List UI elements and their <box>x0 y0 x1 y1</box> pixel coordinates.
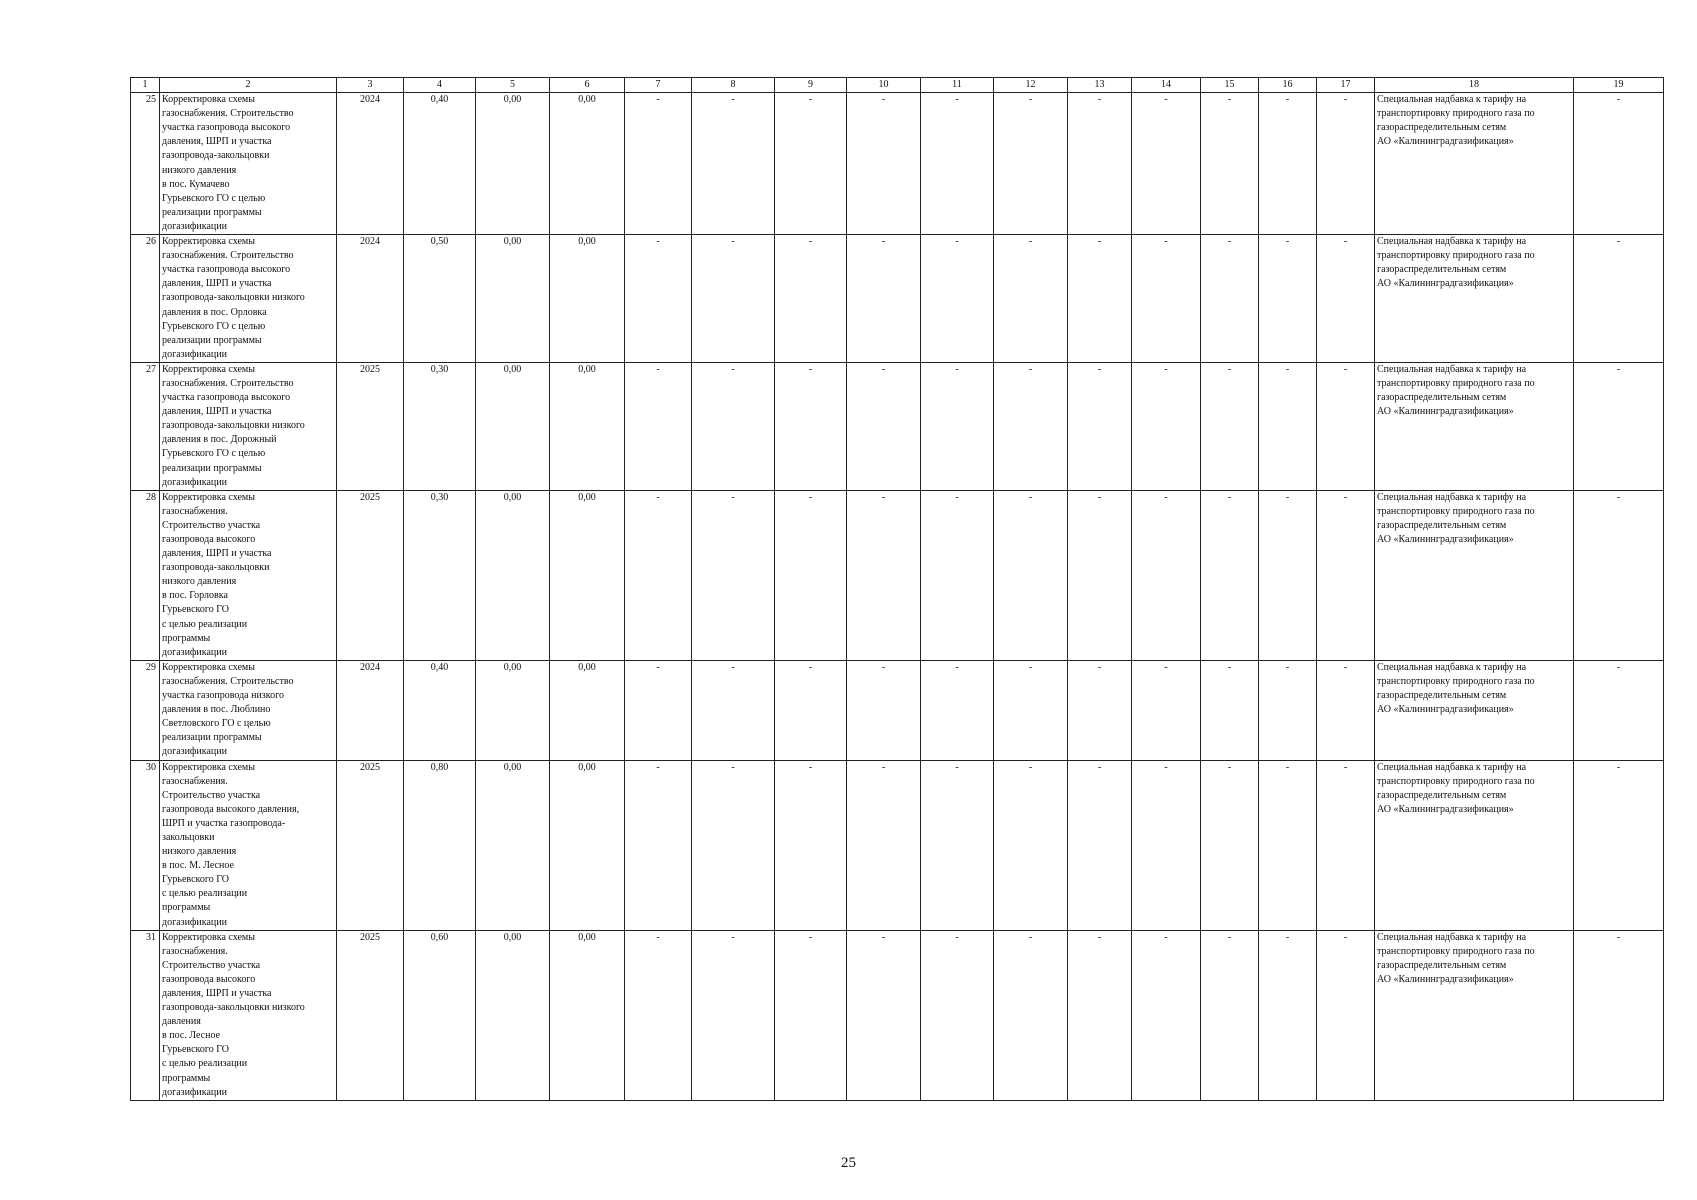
column-header-19: 19 <box>1574 78 1664 93</box>
table-row <box>131 93 1664 235</box>
value-cell-8: - <box>692 93 775 235</box>
value-cell-14: - <box>1132 93 1201 235</box>
value-cell-15: - <box>1201 760 1259 930</box>
value-cell-5: 0,00 <box>476 235 550 363</box>
value-cell-14: - <box>1132 660 1201 760</box>
value-cell-5: 0,00 <box>476 490 550 660</box>
column-header-3: 3 <box>337 78 404 93</box>
funding-source-cell: Специальная надбавка к тарифу на транспортировку природного газа по газораспределительным сетям АО «Калининградгазификация» <box>1375 362 1574 490</box>
year-cell: 2024 <box>337 235 404 363</box>
year-cell: 2024 <box>337 660 404 760</box>
investment-program-table <box>130 77 1664 1101</box>
value-cell-7: - <box>625 362 692 490</box>
value-cell-6: 0,00 <box>550 235 625 363</box>
value-cell-12: - <box>994 362 1068 490</box>
value-cell-16: - <box>1259 490 1317 660</box>
value-cell-11: - <box>921 930 994 1100</box>
value-cell-19: - <box>1574 660 1664 760</box>
value-cell-11: - <box>921 760 994 930</box>
column-header-5: 5 <box>476 78 550 93</box>
description-cell: Корректировка схемы газоснабжения. Строительство участка газопровода высокого давления, ШРП и участка газопровода-закольцовки низкого давления в пос. Дорожный Гурьевского ГО с целью реализации программы догазификации <box>160 362 337 490</box>
column-header-10: 10 <box>847 78 921 93</box>
table-row <box>131 760 1664 930</box>
value-cell-11: - <box>921 490 994 660</box>
value-cell-14: - <box>1132 930 1201 1100</box>
value-cell-17: - <box>1317 93 1375 235</box>
column-header-6: 6 <box>550 78 625 93</box>
column-header-7: 7 <box>625 78 692 93</box>
value-cell-11: - <box>921 362 994 490</box>
row-number-cell: 25 <box>131 93 160 235</box>
description-cell: Корректировка схемы газоснабжения. Строительство участка газопровода высокого давления, ШРП и участка газопровода-закольцовки низкого давления в пос. Горловка Гурьевского ГО с целью реализации программы догазификации <box>160 490 337 660</box>
row-number-cell: 28 <box>131 490 160 660</box>
value-cell-16: - <box>1259 362 1317 490</box>
value-cell-10: - <box>847 490 921 660</box>
value-cell-16: - <box>1259 660 1317 760</box>
value-cell-13: - <box>1068 93 1132 235</box>
value-cell-19: - <box>1574 930 1664 1100</box>
value-cell-8: - <box>692 760 775 930</box>
column-header-1: 1 <box>131 78 160 93</box>
value-cell-16: - <box>1259 930 1317 1100</box>
value-cell-15: - <box>1201 660 1259 760</box>
description-cell: Корректировка схемы газоснабжения. Строительство участка газопровода низкого давления в пос. Люблино Светловского ГО с целью реализации программы догазификации <box>160 660 337 760</box>
value-cell-15: - <box>1201 362 1259 490</box>
year-cell: 2025 <box>337 760 404 930</box>
description-cell: Корректировка схемы газоснабжения. Строительство участка газопровода высокого давления, ШРП и участка газопровода-закольцовки низкого давления в пос. Орловка Гурьевского ГО с целью реализации программы догазификации <box>160 235 337 363</box>
value-cell-4: 0,80 <box>404 760 476 930</box>
description-cell: Корректировка схемы газоснабжения. Строительство участка газопровода высокого давления, ШРП и участка газопровода-закольцовки низкого давления в пос. Кумачево Гурьевского ГО с целью реализации программы догазификации <box>160 93 337 235</box>
column-header-13: 13 <box>1068 78 1132 93</box>
value-cell-8: - <box>692 660 775 760</box>
table-row <box>131 235 1664 363</box>
value-cell-5: 0,00 <box>476 93 550 235</box>
column-header-8: 8 <box>692 78 775 93</box>
funding-source-cell: Специальная надбавка к тарифу на транспортировку природного газа по газораспределительным сетям АО «Калининградгазификация» <box>1375 93 1574 235</box>
value-cell-10: - <box>847 235 921 363</box>
value-cell-9: - <box>775 490 847 660</box>
value-cell-14: - <box>1132 490 1201 660</box>
funding-source-cell: Специальная надбавка к тарифу на транспортировку природного газа по газораспределительным сетям АО «Калининградгазификация» <box>1375 660 1574 760</box>
description-cell: Корректировка схемы газоснабжения. Строительство участка газопровода высокого давления, ШРП и участка газопровода-закольцовки низкого давления в пос. Лесное Гурьевского ГО с целью реализации программы догазификации <box>160 930 337 1100</box>
funding-source-cell: Специальная надбавка к тарифу на транспортировку природного газа по газораспределительным сетям АО «Калининградгазификация» <box>1375 760 1574 930</box>
value-cell-12: - <box>994 660 1068 760</box>
value-cell-10: - <box>847 660 921 760</box>
funding-source-cell: Специальная надбавка к тарифу на транспортировку природного газа по газораспределительным сетям АО «Калининградгазификация» <box>1375 235 1574 363</box>
column-header-12: 12 <box>994 78 1068 93</box>
value-cell-16: - <box>1259 235 1317 363</box>
value-cell-10: - <box>847 760 921 930</box>
value-cell-5: 0,00 <box>476 660 550 760</box>
value-cell-7: - <box>625 235 692 363</box>
value-cell-8: - <box>692 235 775 363</box>
value-cell-6: 0,00 <box>550 930 625 1100</box>
value-cell-4: 0,40 <box>404 93 476 235</box>
value-cell-4: 0,30 <box>404 362 476 490</box>
value-cell-7: - <box>625 660 692 760</box>
year-cell: 2025 <box>337 490 404 660</box>
value-cell-7: - <box>625 760 692 930</box>
value-cell-19: - <box>1574 760 1664 930</box>
table-row <box>131 490 1664 660</box>
value-cell-8: - <box>692 490 775 660</box>
value-cell-14: - <box>1132 235 1201 363</box>
column-number-row <box>131 78 1664 93</box>
value-cell-15: - <box>1201 490 1259 660</box>
value-cell-7: - <box>625 930 692 1100</box>
year-cell: 2025 <box>337 362 404 490</box>
value-cell-4: 0,50 <box>404 235 476 363</box>
value-cell-7: - <box>625 93 692 235</box>
value-cell-6: 0,00 <box>550 93 625 235</box>
column-header-16: 16 <box>1259 78 1317 93</box>
funding-source-cell: Специальная надбавка к тарифу на транспортировку природного газа по газораспределительным сетям АО «Калининградгазификация» <box>1375 930 1574 1100</box>
description-cell: Корректировка схемы газоснабжения. Строительство участка газопровода высокого давления, ШРП и участка газопровода- закольцовки низкого давления в пос. М. Лесное Гурьевского ГО с целью реализации программы догазификации <box>160 760 337 930</box>
value-cell-14: - <box>1132 362 1201 490</box>
row-number-cell: 31 <box>131 930 160 1100</box>
value-cell-17: - <box>1317 930 1375 1100</box>
value-cell-8: - <box>692 362 775 490</box>
table-row <box>131 362 1664 490</box>
row-number-cell: 27 <box>131 362 160 490</box>
column-header-18: 18 <box>1375 78 1574 93</box>
value-cell-5: 0,00 <box>476 930 550 1100</box>
table-row <box>131 930 1664 1100</box>
value-cell-19: - <box>1574 490 1664 660</box>
value-cell-6: 0,00 <box>550 660 625 760</box>
value-cell-14: - <box>1132 760 1201 930</box>
value-cell-6: 0,00 <box>550 760 625 930</box>
value-cell-4: 0,60 <box>404 930 476 1100</box>
value-cell-17: - <box>1317 490 1375 660</box>
value-cell-13: - <box>1068 362 1132 490</box>
value-cell-19: - <box>1574 235 1664 363</box>
value-cell-15: - <box>1201 235 1259 363</box>
value-cell-11: - <box>921 660 994 760</box>
value-cell-13: - <box>1068 490 1132 660</box>
value-cell-16: - <box>1259 760 1317 930</box>
value-cell-17: - <box>1317 660 1375 760</box>
column-header-4: 4 <box>404 78 476 93</box>
table-row <box>131 660 1664 760</box>
value-cell-12: - <box>994 760 1068 930</box>
value-cell-8: - <box>692 930 775 1100</box>
value-cell-15: - <box>1201 930 1259 1100</box>
row-number-cell: 30 <box>131 760 160 930</box>
value-cell-5: 0,00 <box>476 362 550 490</box>
row-number-cell: 29 <box>131 660 160 760</box>
value-cell-15: - <box>1201 93 1259 235</box>
value-cell-17: - <box>1317 760 1375 930</box>
value-cell-9: - <box>775 660 847 760</box>
column-header-11: 11 <box>921 78 994 93</box>
year-cell: 2025 <box>337 930 404 1100</box>
value-cell-13: - <box>1068 235 1132 363</box>
value-cell-5: 0,00 <box>476 760 550 930</box>
value-cell-13: - <box>1068 660 1132 760</box>
value-cell-9: - <box>775 760 847 930</box>
value-cell-9: - <box>775 930 847 1100</box>
value-cell-9: - <box>775 235 847 363</box>
value-cell-19: - <box>1574 362 1664 490</box>
value-cell-4: 0,40 <box>404 660 476 760</box>
column-header-17: 17 <box>1317 78 1375 93</box>
column-header-14: 14 <box>1132 78 1201 93</box>
value-cell-4: 0,30 <box>404 490 476 660</box>
value-cell-12: - <box>994 93 1068 235</box>
value-cell-12: - <box>994 490 1068 660</box>
value-cell-16: - <box>1259 93 1317 235</box>
value-cell-17: - <box>1317 362 1375 490</box>
value-cell-10: - <box>847 362 921 490</box>
value-cell-6: 0,00 <box>550 362 625 490</box>
value-cell-6: 0,00 <box>550 490 625 660</box>
value-cell-12: - <box>994 235 1068 363</box>
value-cell-13: - <box>1068 930 1132 1100</box>
year-cell: 2024 <box>337 93 404 235</box>
column-header-9: 9 <box>775 78 847 93</box>
funding-source-cell: Специальная надбавка к тарифу на транспортировку природного газа по газораспределительным сетям АО «Калининградгазификация» <box>1375 490 1574 660</box>
value-cell-9: - <box>775 362 847 490</box>
value-cell-19: - <box>1574 93 1664 235</box>
value-cell-10: - <box>847 93 921 235</box>
value-cell-11: - <box>921 93 994 235</box>
value-cell-9: - <box>775 93 847 235</box>
value-cell-10: - <box>847 930 921 1100</box>
row-number-cell: 26 <box>131 235 160 363</box>
column-header-15: 15 <box>1201 78 1259 93</box>
value-cell-13: - <box>1068 760 1132 930</box>
value-cell-7: - <box>625 490 692 660</box>
column-header-2: 2 <box>160 78 337 93</box>
value-cell-12: - <box>994 930 1068 1100</box>
page-number: 25 <box>841 1155 856 1171</box>
value-cell-11: - <box>921 235 994 363</box>
value-cell-17: - <box>1317 235 1375 363</box>
